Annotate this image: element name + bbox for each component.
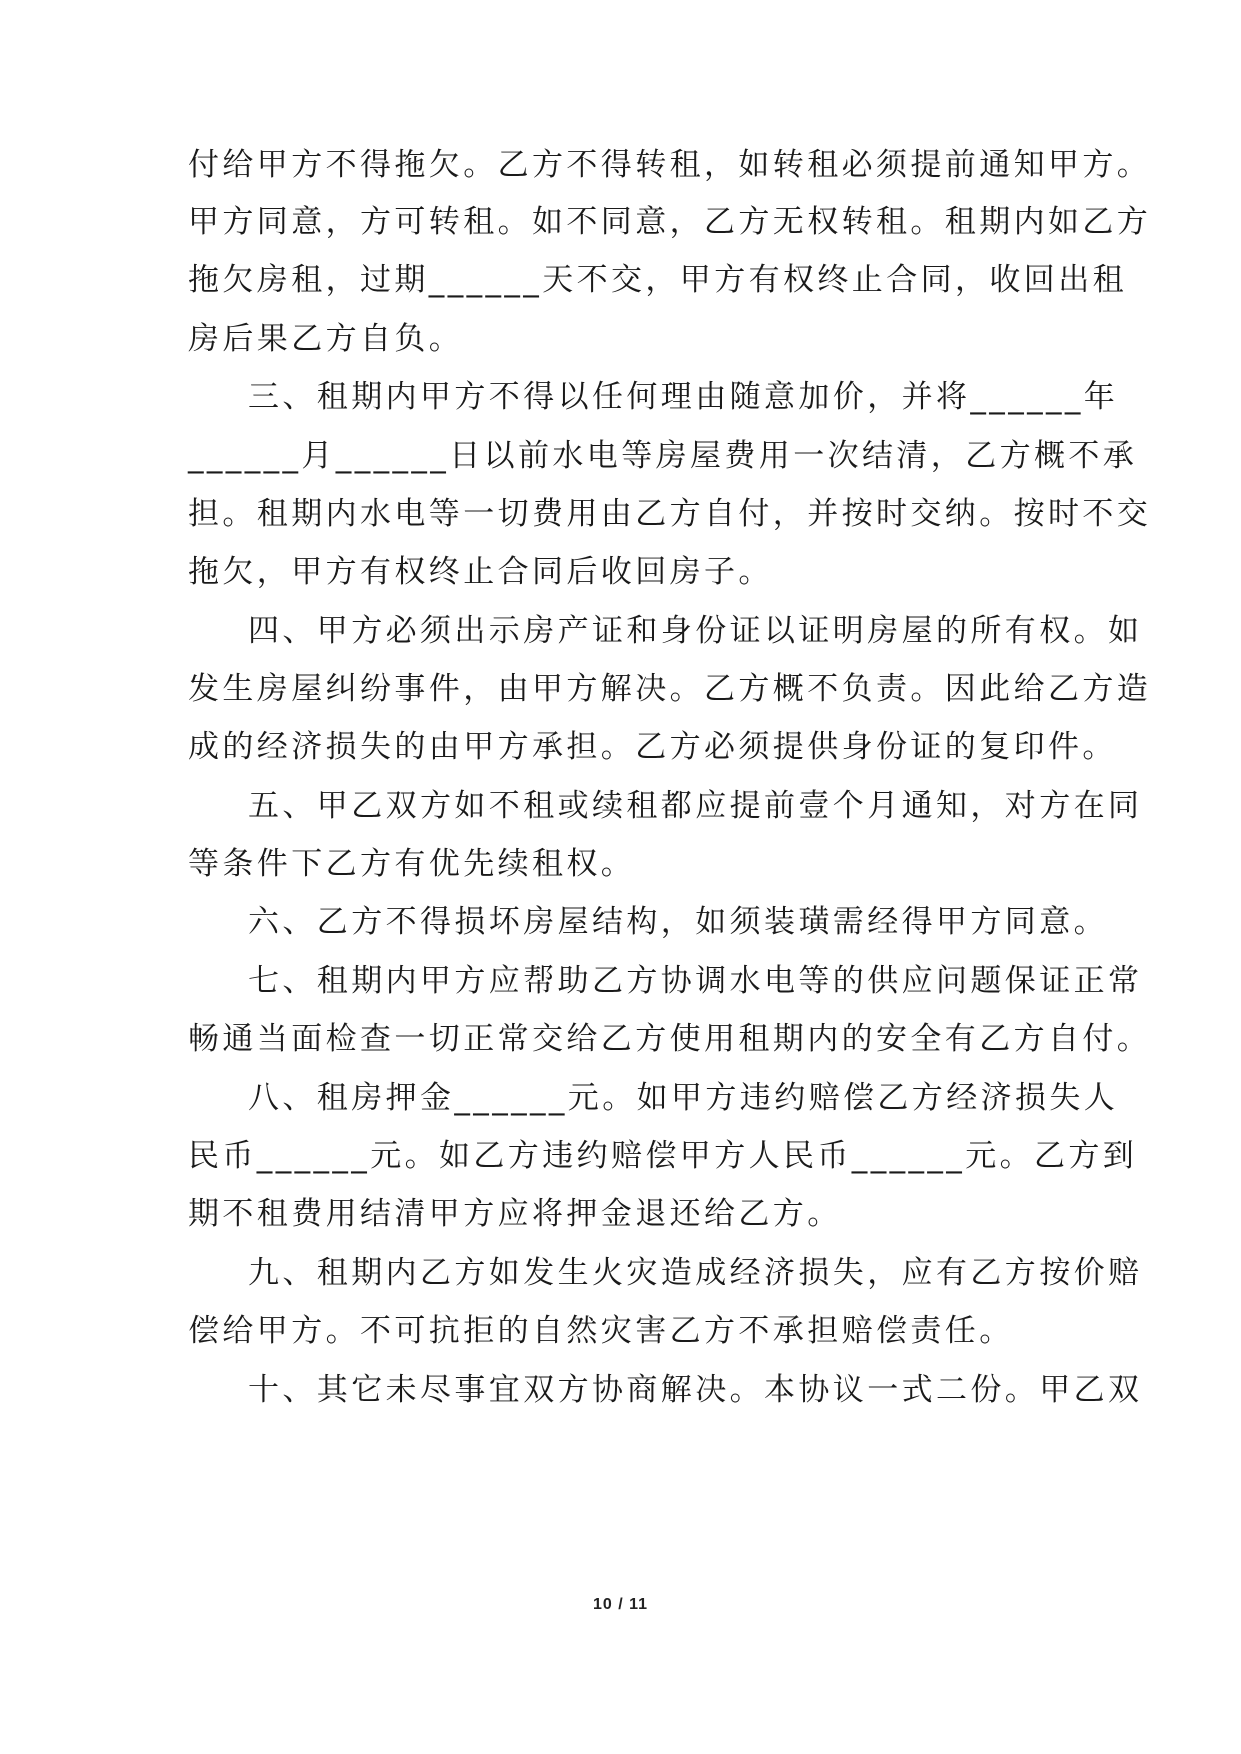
text-line: 成的经济损失的由甲方承担。乙方必须提供身份证的复印件。 bbox=[188, 729, 1117, 765]
paragraph-seven-first-line: 七、租期内甲方应帮助乙方协调水电等的供应问题保证正常 bbox=[248, 963, 1143, 999]
paragraph-four-first-line: 四、甲方必须出示房产证和身份证以证明房屋的所有权。如 bbox=[248, 613, 1143, 649]
text-line: 期不租费用结清甲方应将押金退还给乙方。 bbox=[188, 1196, 842, 1232]
paragraph-eight-first-line: 八、租房押金______元。如甲方违约赔偿乙方经济损失人 bbox=[248, 1080, 1119, 1116]
text-line: 房后果乙方自负。 bbox=[188, 321, 464, 357]
text-line: 担。租期内水电等一切费用由乙方自付，并按时交纳。按时不交 bbox=[188, 496, 1152, 532]
paragraph-six-first-line: 六、乙方不得损坏房屋结构，如须装璜需经得甲方同意。 bbox=[248, 904, 1108, 940]
text-line: 畅通当面检查一切正常交给乙方使用租期内的安全有乙方自付。 bbox=[188, 1021, 1152, 1057]
text-line: 甲方同意，方可转租。如不同意，乙方无权转租。租期内如乙方 bbox=[188, 204, 1152, 240]
paragraph-five-first-line: 五、甲乙双方如不租或续租都应提前壹个月通知，对方在同 bbox=[248, 788, 1143, 824]
text-line: 拖欠，甲方有权终止合同后收回房子。 bbox=[188, 554, 773, 590]
text-line: 民币______元。如乙方违约赔偿甲方人民币______元。乙方到 bbox=[188, 1138, 1138, 1174]
page-number: 10 / 11 bbox=[592, 1596, 649, 1613]
text-line: 等条件下乙方有优先续租权。 bbox=[188, 846, 636, 882]
text-line: 发生房屋纠纷事件，由甲方解决。乙方概不负责。因此给乙方造 bbox=[188, 671, 1152, 707]
paragraph-nine-first-line: 九、租期内乙方如发生火灾造成经济损失，应有乙方按价赔 bbox=[248, 1255, 1143, 1291]
paragraph-three-first-line: 三、租期内甲方不得以任何理由随意加价，并将______年 bbox=[248, 379, 1119, 415]
text-line: 拖欠房租，过期______天不交，甲方有权终止合同，收回出租 bbox=[188, 262, 1127, 298]
text-line: 偿给甲方。不可抗拒的自然灾害乙方不承担赔偿责任。 bbox=[188, 1313, 1014, 1349]
text-line: 付给甲方不得拖欠。乙方不得转租，如转租必须提前通知甲方。 bbox=[188, 147, 1152, 183]
text-line: ______月______日以前水电等房屋费用一次结清，乙方概不承 bbox=[188, 438, 1138, 474]
paragraph-ten-first-line: 十、其它未尽事宜双方协商解决。本协议一式二份。甲乙双 bbox=[248, 1372, 1143, 1408]
